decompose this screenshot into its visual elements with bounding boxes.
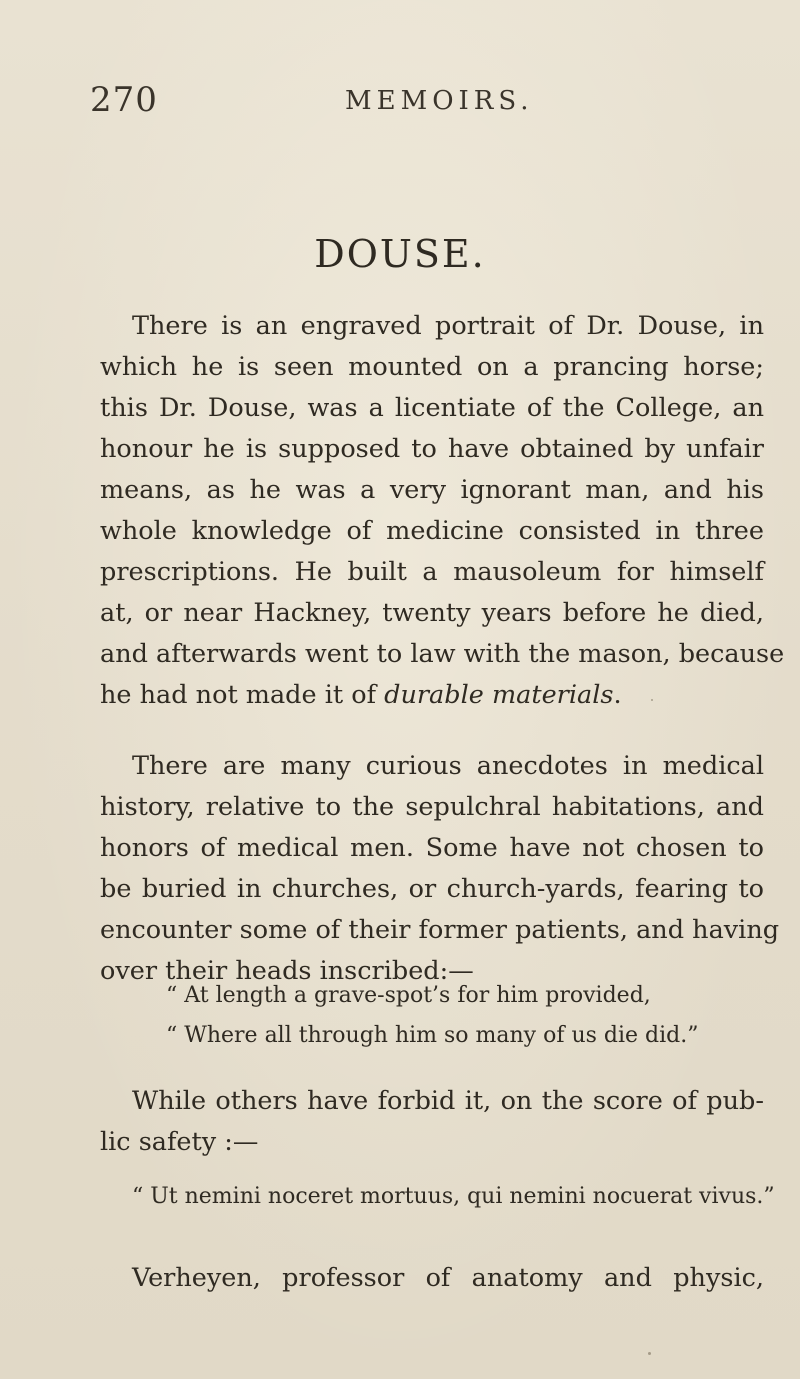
text-line: While others have forbid it, on the score of pub- — [132, 1086, 764, 1116]
text-line: There are many curious anecdotes in medical — [132, 751, 764, 781]
paragraph-verheyen — [100, 1258, 764, 1299]
verse-line: “ At length a grave-spot’s for him provided, — [166, 983, 651, 1008]
latin-quote: “ Ut nemini noceret mortuus, qui nemini nocuerat vivus.” — [132, 1184, 775, 1209]
text-line: There is an engraved portrait of Dr. Douse, in — [132, 311, 764, 341]
paper-speck — [651, 699, 653, 701]
text-segment: . — [613, 680, 622, 710]
paper-speck — [648, 1352, 651, 1355]
text-line: whole knowledge of medicine consisted in three — [100, 516, 764, 546]
paragraph-douse — [100, 306, 785, 716]
text-line: encounter some of their former patients, and having — [100, 915, 780, 945]
paragraph-anecdotes — [100, 746, 780, 992]
text-line: at, or near Hackney, twenty years before he died, — [100, 598, 764, 628]
page-number: 270 — [90, 80, 158, 120]
text-line: this Dr. Douse, was a licentiate of the College, an — [100, 393, 764, 423]
text-line: Verheyen, professor of anatomy and physic, — [132, 1263, 764, 1293]
text-line: be buried in churches, or church-yards, fearing to — [100, 874, 764, 904]
text-line — [100, 675, 764, 716]
text-line: honour he is supposed to have obtained by unfair — [100, 434, 764, 464]
text-line: prescriptions. He built a mausoleum for himself — [100, 557, 764, 587]
text-line: which he is seen mounted on a prancing horse; — [100, 352, 764, 382]
text-line: means, as he was a very ignorant man, and his — [100, 475, 764, 505]
text-line: lic safety :— — [100, 1127, 259, 1157]
paragraph-others — [100, 1081, 764, 1163]
text-line: over their heads inscribed:— — [100, 956, 474, 986]
text-line: honors of medical men. Some have not chosen to — [100, 833, 764, 863]
section-title: DOUSE. — [314, 232, 486, 276]
running-head — [90, 80, 770, 120]
text-line: history, relative to the sepulchral habitations, and — [100, 792, 764, 822]
italic-emphasis: durable materials — [384, 680, 614, 710]
text-line: and afterwards went to law with the mason, because — [100, 639, 785, 669]
text-segment: he had not made it of — [100, 680, 385, 710]
epitaph-verse — [166, 976, 746, 1056]
running-title: MEMOIRS. — [345, 86, 534, 116]
verse-line: “ Where all through him so many of us die did.” — [166, 1023, 699, 1048]
